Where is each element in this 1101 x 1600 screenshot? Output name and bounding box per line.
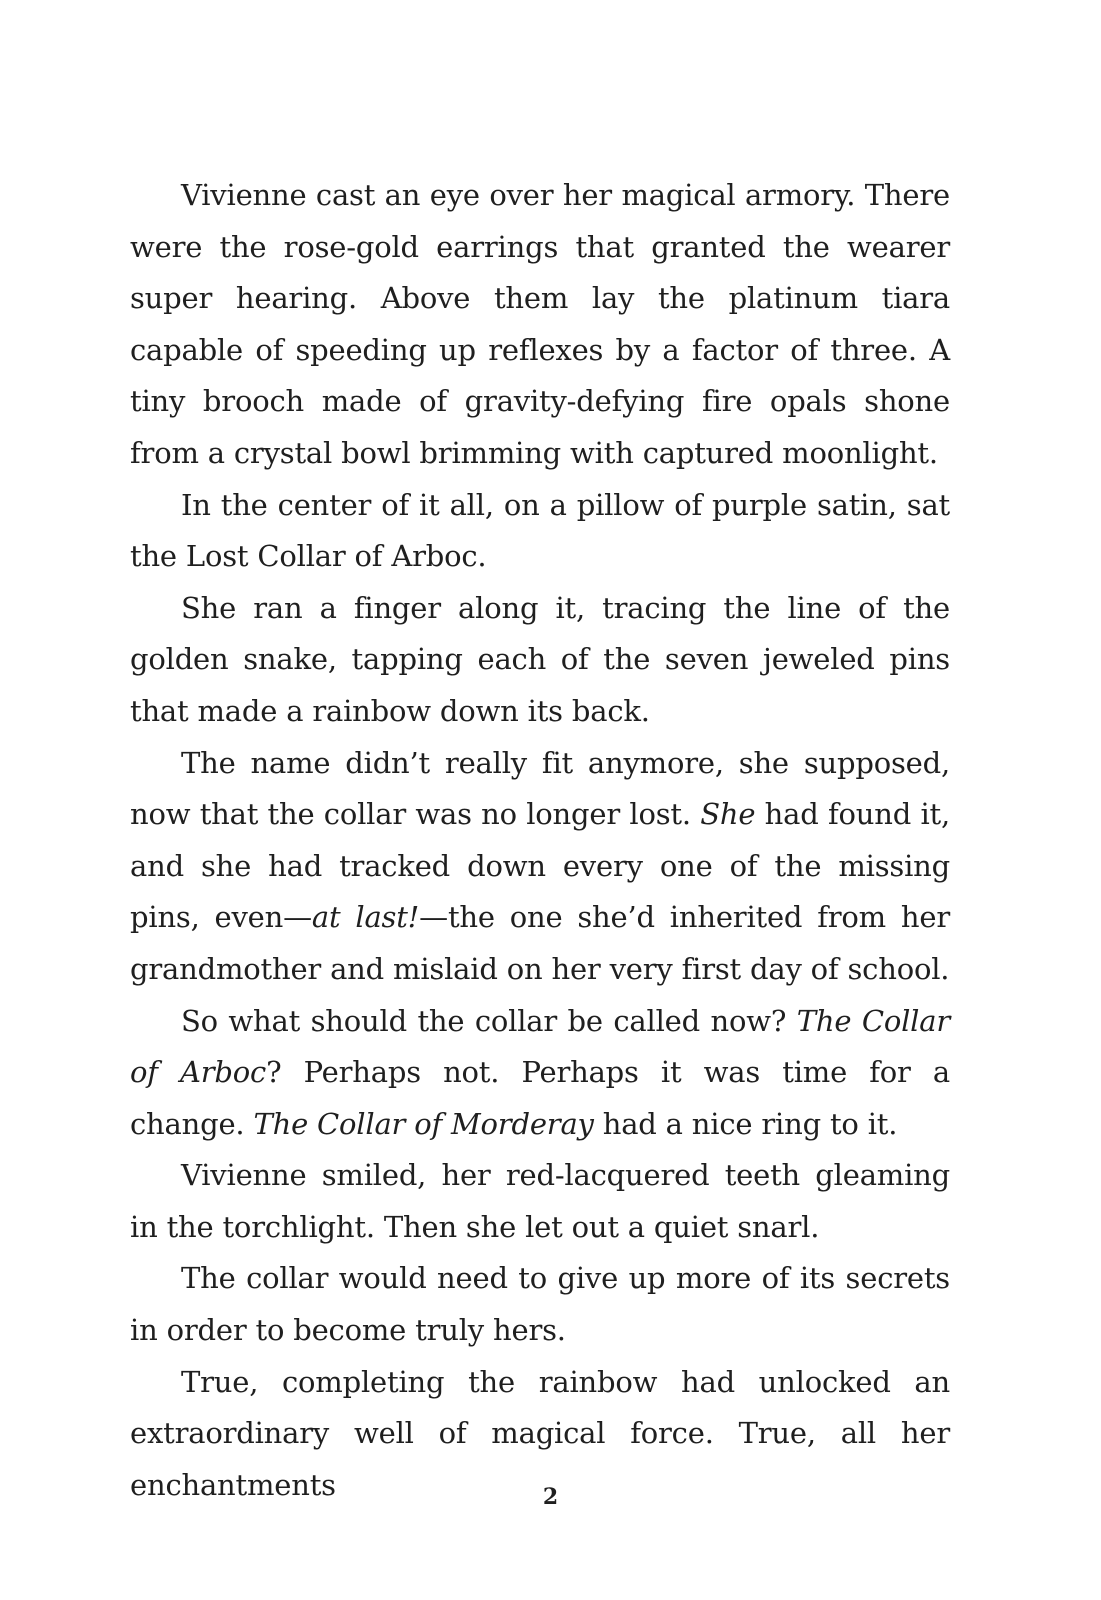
page-number: 2 xyxy=(542,1484,559,1510)
text-run: So what should the collar be called now? xyxy=(181,1003,797,1038)
text-run: had found it, and she had tracked down every one of the missing pins, even— xyxy=(130,797,950,935)
italic-text-run: She xyxy=(700,797,756,832)
paragraph-6 xyxy=(130,1150,950,1253)
text-run: She ran a finger along it, tracing the line of the golden snake, tapping each of the seven jeweled pins that made a rainbow down its back. xyxy=(130,590,950,728)
body-text xyxy=(130,170,950,1511)
text-run: Vivienne smiled, her red-lacquered teeth gleaming in the torchlight. Then she let out a quiet snarl. xyxy=(130,1158,950,1244)
paragraph-3 xyxy=(130,583,950,738)
paragraph-1 xyxy=(130,170,950,480)
text-run: True, completing the rainbow had unlocked an extraordinary well of magical force. True, all her enchantments xyxy=(130,1364,950,1502)
paragraph-7 xyxy=(130,1253,950,1356)
italic-text-run: at last! xyxy=(311,900,420,935)
paragraph-5 xyxy=(130,996,950,1151)
text-run: —the one she’d inherited from her grandmother and mislaid on her very first day of school. xyxy=(130,900,950,986)
text-run: Vivienne cast an eye over her magical armory. There were the rose-gold earrings that granted the wearer super hearing. Above them lay the platinum tiara capable of speeding up reflexes by a factor of three. A tiny brooch made of gravity-defying fire opals shone from a crystal bowl brimming with captured moonlight. xyxy=(130,178,950,470)
text-run: had a nice ring to it. xyxy=(593,1106,898,1141)
paragraph-2 xyxy=(130,480,950,583)
italic-text-run: The Collar of Arboc xyxy=(130,1003,950,1090)
italic-text-run: The Collar of Morderay xyxy=(253,1106,594,1141)
text-run: In the center of it all, on a pillow of purple satin, sat the Lost Collar of Arboc. xyxy=(130,487,950,574)
text-run: The collar would need to give up more of its secrets in order to become truly hers. xyxy=(130,1261,950,1348)
text-run: ? Perhaps not. Perhaps it was time for a change. xyxy=(130,1055,950,1141)
text-run: The name didn’t really fit anymore, she supposed, now that the collar was no longer lost. xyxy=(130,745,950,832)
paragraph-4 xyxy=(130,738,950,996)
